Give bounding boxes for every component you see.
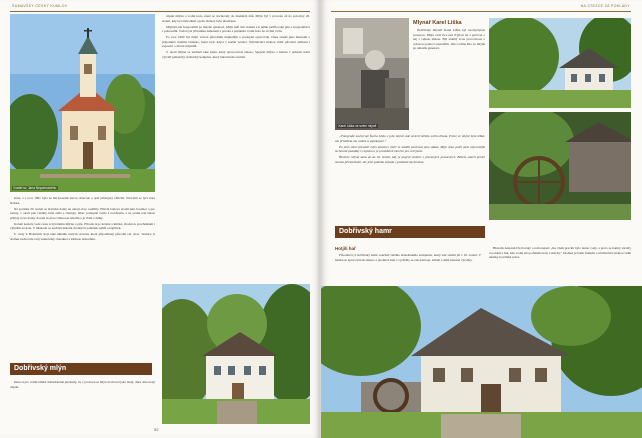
left-page bbox=[0, 0, 320, 438]
miller-heading: Mlynář Karel Liška bbox=[413, 20, 462, 26]
running-head-left: ŠUMAVSKÝ ČESKÝ KUMLOV bbox=[12, 4, 68, 8]
right-column-text bbox=[162, 14, 310, 279]
header-rule bbox=[10, 11, 310, 12]
paragraph: Původně byl dobřivský hamr součástí většího železářského komplexu, který zde vznikl již v 16. století. V hamru se zpracovávalo železo z okolních hutí a vyráběly se zde nástroje, nářadí a další železné výrobky. bbox=[335, 253, 481, 262]
paragraph: Po jeho smrti převzali mlýn potomci, kteří se snažili zachovat jeho odkaz. Mlýn dnes patří mezi nejcennější technické památky v regionu a je pravidelně otevřen pro veřejnost. bbox=[335, 144, 485, 154]
section-banner-mill: Dobřivský mlýn bbox=[10, 363, 152, 375]
paragraph: Po roce 1990 byl mlýn vrácen původním majitelům a postupně opravován. Dnes slouží jako muzeum a připomíná tradiční řemeslo, které bylo kdysi v každé vesnici. Návštěvníci mohou vidět původní zařízení i expozici o životě mlynářů. bbox=[162, 35, 310, 49]
hammer-mill-photo bbox=[321, 286, 642, 438]
church-photo-caption: Kostel sv. Jana Nepomuckého bbox=[13, 186, 57, 190]
header-rule bbox=[331, 11, 631, 12]
miller-photo-caption: Karel Liška ve svém mlýně bbox=[338, 124, 377, 128]
mill-photo bbox=[162, 284, 310, 424]
section-subheading: Hotjší hař bbox=[335, 246, 356, 251]
church-photo bbox=[10, 14, 155, 192]
hamr-text-right bbox=[489, 246, 631, 281]
paragraph: V okolí mlýna se nachází také hamr, který zpracovával železo. Spojení mlýna a hamru v jednom údolí vytváří jedinečný technický komplex, který láká mnoho turistů. bbox=[162, 50, 310, 59]
paragraph: „Fotografie zachycuje Karla Lišku v jeho mlýně, kde strávil většinu svého života. Práce ve mlýně byla těžká, ale přinášela mu radost a uspokojení.“ bbox=[335, 134, 485, 143]
miller-portrait-photo bbox=[335, 18, 409, 130]
hamr-text-left bbox=[335, 253, 481, 281]
paragraph: Na počátku 20. století se bratrské domy na okraji obce rozšířily. Hlavní budova slouží jako hostinec a pro turisty, v okolí pak vznikly letní sídla a chalupy. Obec postupně rostla a rozrůstala, a na svahu nad řekou přibyly nové domy. Kostel stojí na vršku nad údolím a je vidět z dálky. bbox=[10, 206, 155, 220]
paragraph: Dnes si pro velmi blízké dohledatelné předsedy, že v prostoru se mlýn dochoval jako malý, dnes obnovený objekt. bbox=[10, 380, 155, 389]
running-head-right: NA STEZCE ZA POKLADY bbox=[580, 4, 630, 8]
paragraph: ženu, a v roce 1991 byla na mě kostelík znovu obnoven a opět přístupný věřícím. Nad ním se tyčí stará hrobka. bbox=[10, 196, 155, 205]
paragraph: Historik Antonín Dvořovský o tom napsal: „Ke všem pracím bylo nutno vody, a proto se hamry stavěly u potoků a řek, kde vodní síla poháněla kola a měchy.“ Dodnes je hamr funkční a návštěvníci mohou vidět ukázky kovářské práce. bbox=[489, 246, 631, 259]
house-photo bbox=[489, 18, 631, 108]
miller-sidebar-text bbox=[413, 28, 485, 130]
paragraph: Historie mlýna sahá až do 16. století, kdy je poprvé zmíněn v písemných pramenech. Během staletí prošel mnoha přestavbami, ale jeho podoba zůstala v podstatě zachována. bbox=[335, 155, 485, 164]
mill-wheel-photo bbox=[489, 112, 631, 220]
paragraph: Dobřivský mlynář Karel Liška byl neobyčejnou postavou. Mlýn vedl více než čtyřicet let a pečoval o něj s velkou láskou. Byl známý svou pracovitostí a ochotou pomoci sousedům. Jeho rodina žila ve mlýně po několik generací. bbox=[413, 28, 485, 50]
left-column-text bbox=[10, 196, 155, 356]
paragraph: Kolem kostela vede cesta k bývalému mlýnu a pile. Příroda tu je krásná a klidná, vhodná k procházkám i výletům na kole. V blízkosti se nachází několik drobných památek, křížů a kapliček. bbox=[10, 221, 155, 231]
left-column-bottom-text bbox=[10, 380, 155, 428]
paragraph: U cesty k Boleticím stojí také několik starých stavení, která připomínají původní ráz obce. Vesnice si dodnes zachovala svůj venkovský charakter a klidnou atmosféru. bbox=[10, 232, 155, 241]
section-banner-hamr: Dobřivský hamr bbox=[335, 226, 485, 238]
page-number: 92 bbox=[154, 427, 159, 432]
paragraph: Mlynáři zde hospodařili po mnoho generací. Mlýn měl dvě složení a k němu patřila také pila a hospodářství s polnostmi. Voda byla přiváděna náhonem z potoka a poháněla vodní kolo na vrchní vodu. bbox=[162, 24, 310, 34]
quote-column bbox=[335, 134, 485, 214]
right-page bbox=[321, 0, 642, 438]
paragraph: objekt mlýna a vodní kolo, které se dochovaly do dnešních dnů. Mlýn byl v provozu až do poloviny 20. století, kdy byl znárodněn a jeho činnost byla ukončena. bbox=[162, 14, 310, 23]
